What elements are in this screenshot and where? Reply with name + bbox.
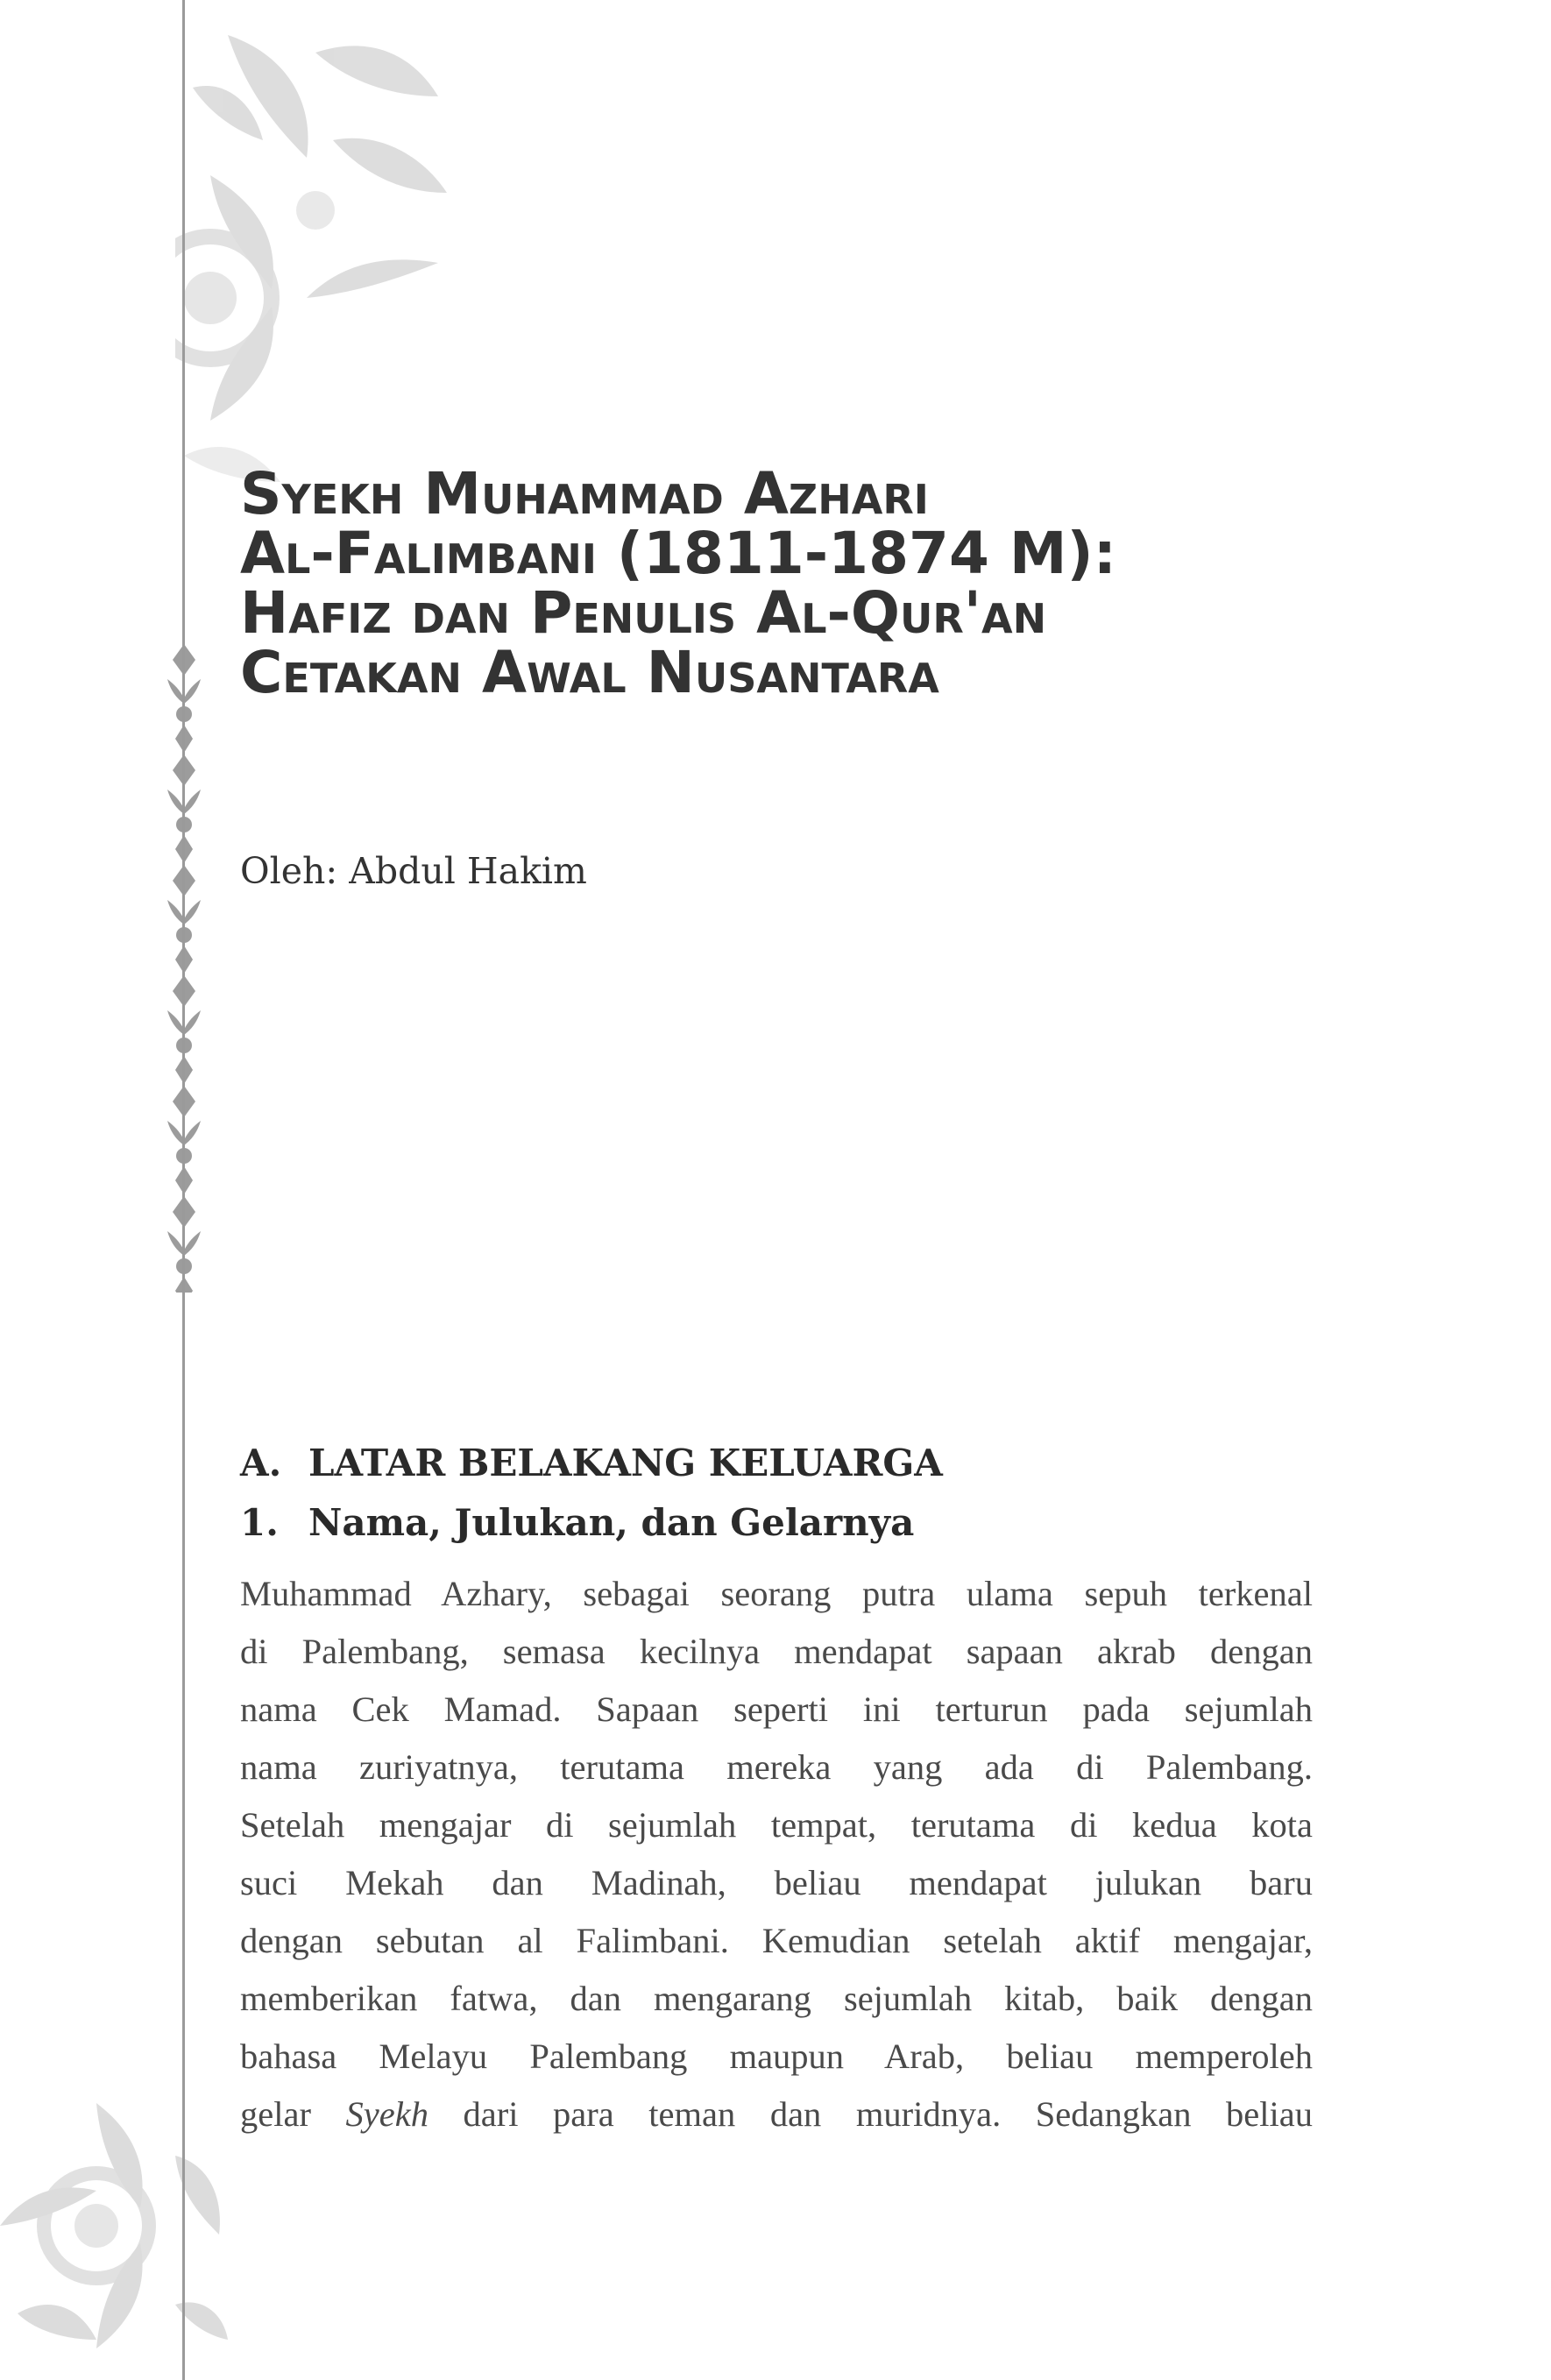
- paragraph-line: dengan sebutan al Falimbani. Kemudian setelah aktif mengajar,: [240, 1921, 1313, 1960]
- section-title: LATAR BELAKANG KELUARGA: [308, 1441, 943, 1484]
- section-heading: [240, 1441, 943, 1484]
- paragraph-line: bahasa Melayu Palembang maupun Arab, beliau memperoleh: [240, 2036, 1313, 2076]
- section-number: A.: [240, 1441, 282, 1484]
- chapter-title: [240, 460, 1467, 706]
- floral-ornament-bottom-icon: [0, 2051, 228, 2380]
- paragraph-line-last: [240, 2086, 1313, 2143]
- margin-rule: [182, 0, 185, 2380]
- subsection-title: Nama, Julukan, dan Gelarnya: [308, 1501, 915, 1544]
- author-byline: Oleh: Abdul Hakim: [240, 850, 587, 892]
- line-text: gelar: [240, 2094, 346, 2134]
- subsection-heading: [240, 1501, 914, 1544]
- paragraph-line: suci Mekah dan Madinah, beliau mendapat julukan baru: [240, 1863, 1313, 1902]
- chapter-title-line: Cetakan Awal Nusantara: [240, 639, 939, 706]
- floral-ornament-top-icon: [175, 0, 464, 491]
- paragraph-line: nama zuriyatnya, terutama mereka yang ada di Palembang.: [240, 1747, 1313, 1787]
- chapter-title-line: Al-Falimbani (1811-1874 M):: [240, 520, 1117, 587]
- italic-term: Syekh: [345, 2094, 428, 2134]
- chapter-title-line: Syekh Muhammad Azhari: [240, 460, 929, 528]
- chapter-title-line: Hafiz dan Penulis Al-Qur'an: [240, 579, 1047, 647]
- line-text: dari para teman dan muridnya. Sedangkan beliau: [428, 2094, 1313, 2134]
- body-paragraph: [240, 1565, 1313, 2143]
- paragraph-line: Muhammad Azhary, sebagai seorang putra ulama sepuh terkenal: [240, 1574, 1313, 1613]
- paragraph-line: memberikan fatwa, dan mengarang sejumlah kitab, baik dengan: [240, 1979, 1313, 2018]
- paragraph-line: di Palembang, semasa kecilnya mendapat sapaan akrab dengan: [240, 1632, 1313, 1671]
- paragraph-line: Setelah mengajar di sejumlah tempat, terutama di kedua kota: [240, 1805, 1313, 1845]
- paragraph-line: nama Cek Mamad. Sapaan seperti ini terturun pada sejumlah: [240, 1689, 1313, 1729]
- subsection-number: 1.: [240, 1501, 279, 1544]
